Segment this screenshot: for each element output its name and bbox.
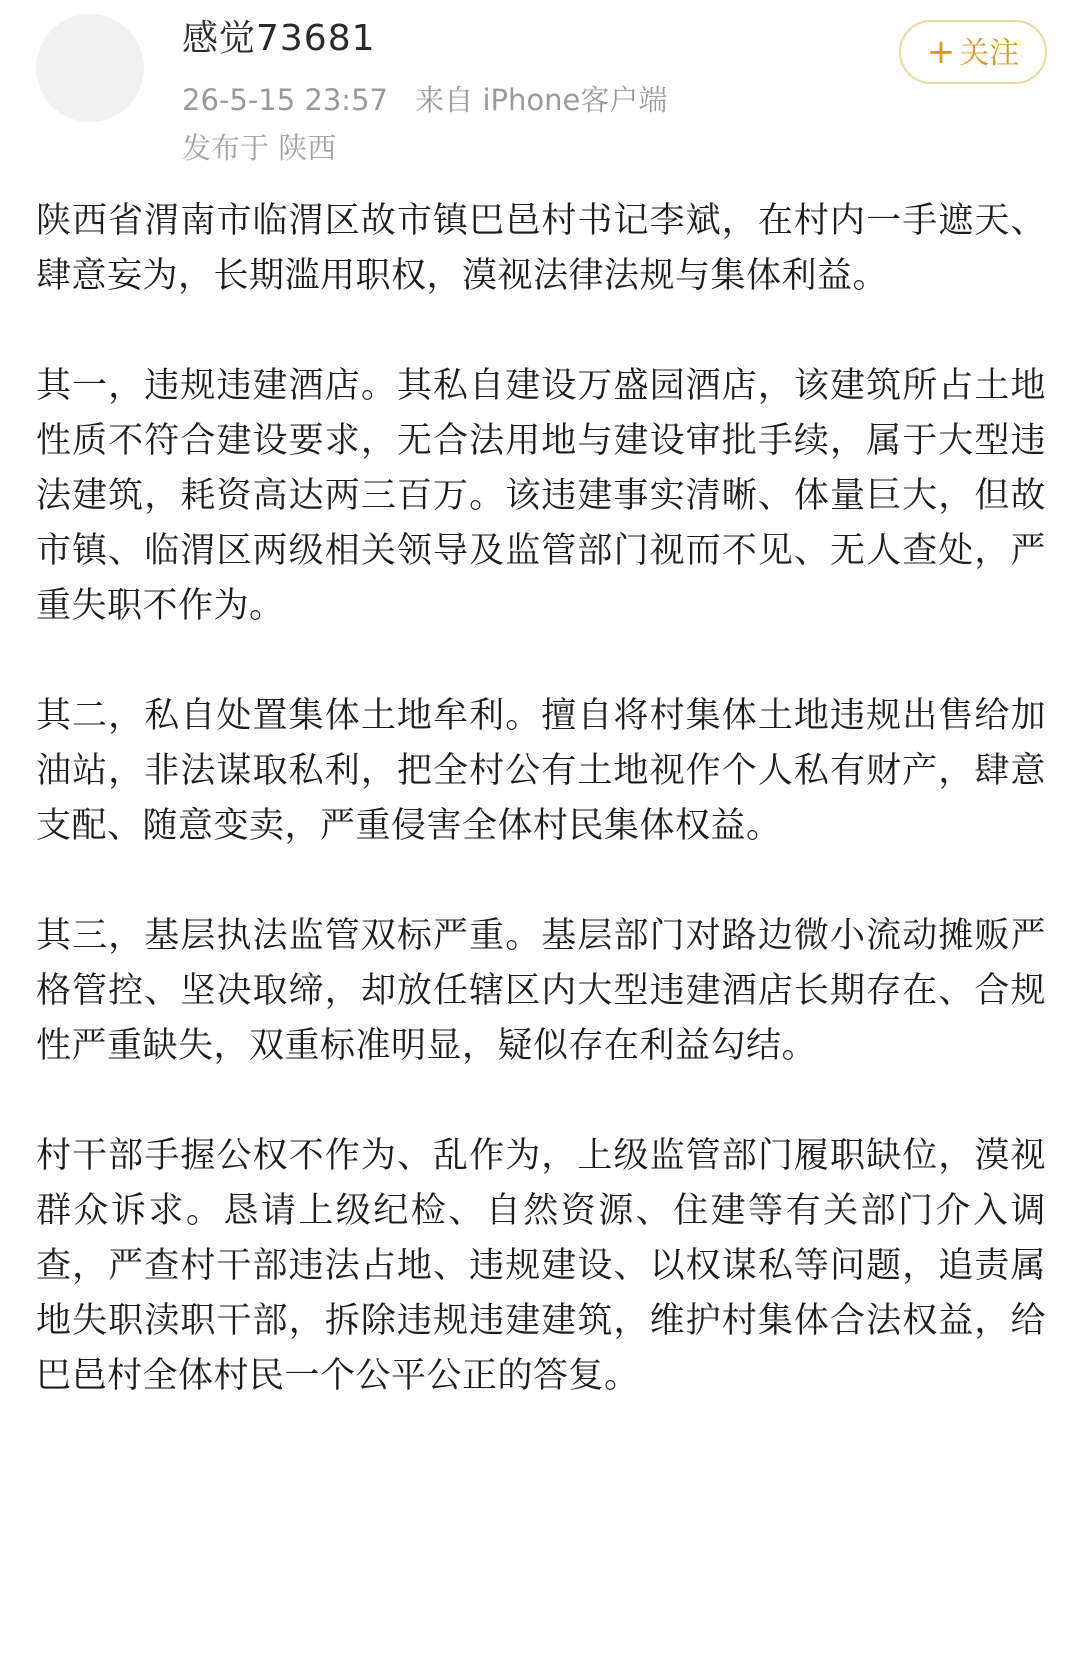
post-paragraph-3: 其二，私自处置集体土地牟利。擅自将村集体土地违规出售给加油站，非法谋取私利，把全村公有土地视作个人私有财产，肆意支配、随意变卖，严重侵害全体村民集体权益。	[36, 696, 1046, 846]
post-header	[0, 0, 1080, 165]
post-paragraph-2: 其一，违规违建酒店。其私自建设万盛园酒店，该建筑所占土地性质不符合建设要求，无合法用地与建设审批手续，属于大型违法建筑，耗资高达两三百万。该违建事实清晰、体量巨大，但故市镇、临渭区两级相关领导及监管部门视而不见、无人查处，严重失职不作为。	[36, 366, 1046, 626]
post-meta	[182, 80, 667, 120]
author-name[interactable]: 感觉73681	[182, 18, 376, 59]
post-paragraph-1: 陕西省渭南市临渭区故市镇巴邑村书记李斌，在村内一手遮天、肆意妄为，长期滥用职权，漠视法律法规与集体利益。	[36, 201, 1046, 296]
post-source-client: iPhone客户端	[482, 83, 668, 117]
plus-icon: +	[926, 32, 956, 72]
post-timestamp: 26-5-15 23:57	[182, 83, 388, 117]
follow-button[interactable]	[899, 20, 1047, 84]
post-location: 发布于 陕西	[182, 131, 337, 165]
post-paragraph-4: 其三，基层执法监管双标严重。基层部门对路边微小流动摊贩严格管控、坚决取缔，却放任辖区内大型违建酒店长期存在、合规性严重缺失，双重标准明显，疑似存在利益勾结。	[36, 916, 1046, 1066]
post-paragraph-5: 村干部手握公权不作为、乱作为，上级监管部门履职缺位，漠视群众诉求。恳请上级纪检、自然资源、住建等有关部门介入调查，严查村干部违法占地、违规建设、以权谋私等问题，追责属地失职渎职干部，拆除违规违建建筑，维护村集体合法权益，给巴邑村全体村民一个公平公正的答复。	[36, 1136, 1046, 1396]
post-source-prefix: 来自	[415, 83, 474, 117]
follow-label: 关注	[959, 36, 1020, 71]
avatar[interactable]	[36, 14, 144, 122]
post-body	[36, 194, 1046, 1404]
